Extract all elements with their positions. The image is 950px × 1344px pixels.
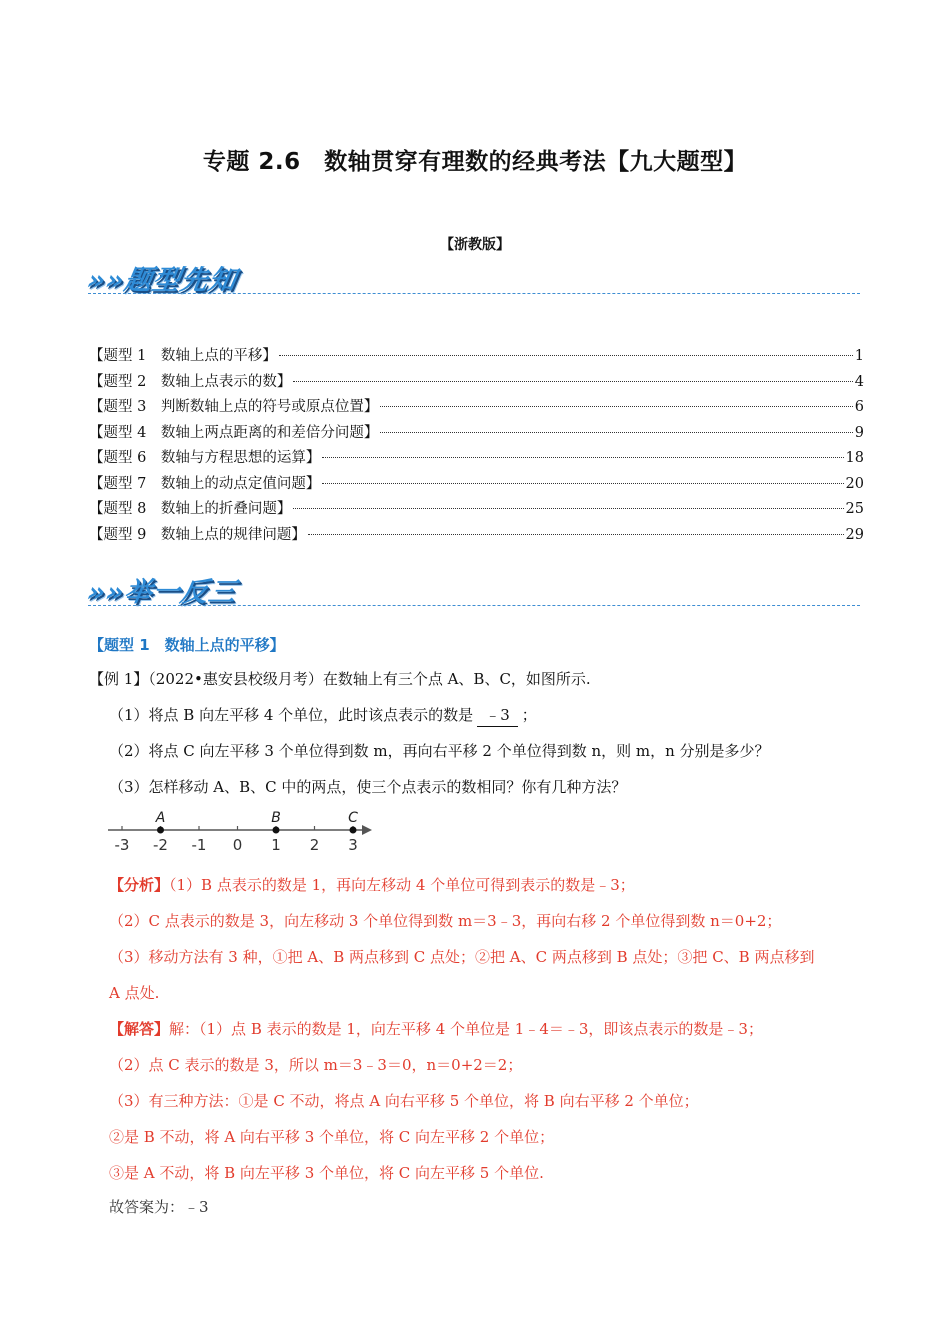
number-line-tick-label: 0 <box>232 836 243 854</box>
solution-line-1: 【解答】解：（1）点 B 表示的数是 1，向左平移 4 个单位是 1﹣4＝﹣3，即该点表示的数是﹣3； <box>109 1020 763 1038</box>
number-line-point-label: B <box>271 810 281 826</box>
table-of-contents <box>89 344 864 548</box>
section-heading: 【题型 1 数轴上点的平移】 <box>89 636 285 654</box>
number-line-point-label: A <box>155 810 166 826</box>
final-answer: 故答案为：﹣3 <box>109 1198 209 1216</box>
question-2: （2）将点 C 向左平移 3 个单位得到数 m，再向右平移 2 个单位得到数 n，则 m，n 分别是多少？ <box>109 742 770 760</box>
analysis-line-3: （3）移动方法有 3 种，①把 A、B 两点移到 C 点处；②把 A、C 两点移到 B 点处；③把 C、B 两点移到 <box>109 948 815 966</box>
question-3: （3）怎样移动 A、B、C 中的两点，使三个点表示的数相同？你有几种方法？ <box>109 778 627 796</box>
analysis-line-1: 【分析】（1）B 点表示的数是 1，再向左移动 4 个单位可得到表示的数是﹣3； <box>109 876 635 894</box>
number-line-tick-label: 3 <box>348 836 358 854</box>
number-line-tick-label: 2 <box>309 836 320 854</box>
toc-item[interactable]: 【题型 8 数轴上的折叠问题】 25 <box>89 501 864 517</box>
toc-item[interactable]: 【题型 1 数轴上点的平移】 1 <box>89 348 864 364</box>
question-1: （1）将点 B 向左平移 4 个单位，此时该点表示的数是 ﹣3 ； <box>109 706 537 727</box>
banner-divider <box>88 293 860 294</box>
number-line-figure <box>100 802 390 858</box>
number-line-tick-label: -3 <box>114 836 130 854</box>
toc-item[interactable]: 【题型 3 判断数轴上点的符号或原点位置】 6 <box>89 399 864 415</box>
solution-line-3: （3）有三种方法：①是 C 不动，将点 A 向右平移 5 个单位，将 B 向右平移 2 个单位； <box>109 1092 699 1110</box>
number-line-tick-label: -1 <box>191 836 207 854</box>
arrow-icon <box>362 825 372 835</box>
number-line-point <box>350 827 357 834</box>
toc-item[interactable]: 【题型 6 数轴与方程思想的运算】 18 <box>89 450 864 466</box>
number-line-tick-label: -2 <box>153 836 168 854</box>
analysis-line-2: （2）C 点表示的数是 3，向左移动 3 个单位得到数 m＝3﹣3，再向右移 2 个单位得到数 n＝0+2； <box>109 912 782 930</box>
toc-item[interactable]: 【题型 2 数轴上点表示的数】 4 <box>89 373 864 390</box>
toc-item[interactable]: 【题型 7 数轴上的动点定值问题】 20 <box>89 475 864 492</box>
document-title: 专题 2.6 数轴贯穿有理数的经典考法【九大题型】 <box>202 149 748 175</box>
banner-examples: »»举一反三 <box>84 577 240 608</box>
example-intro: 【例 1】（2022•惠安县校级月考）在数轴上有三个点 A、B、C，如图所示. <box>89 670 591 688</box>
number-line-point <box>157 827 164 834</box>
answer-blank: ﹣3 <box>477 706 518 727</box>
solution-line-5: ③是 A 不动，将 B 向左平移 3 个单位，将 C 向左平移 5 个单位. <box>109 1164 544 1182</box>
toc-item[interactable]: 【题型 9 数轴上点的规律问题】 29 <box>89 526 864 543</box>
toc-item[interactable]: 【题型 4 数轴上两点距离的和差倍分问题】 9 <box>89 424 864 441</box>
edition-label: 【浙教版】 <box>440 237 510 253</box>
banner-divider <box>88 605 860 606</box>
number-line-point <box>273 827 280 834</box>
banner-question-types: »»题型先知 <box>84 265 240 296</box>
solution-line-2: （2）点 C 表示的数是 3，所以 m＝3﹣3＝0，n＝0+2＝2； <box>109 1056 523 1074</box>
number-line-point-label: C <box>348 810 358 826</box>
number-line-tick-label: 1 <box>271 836 281 854</box>
solution-line-4: ②是 B 不动，将 A 向右平移 3 个单位，将 C 向左平移 2 个单位； <box>109 1128 555 1146</box>
analysis-line-4: A 点处. <box>109 984 160 1002</box>
